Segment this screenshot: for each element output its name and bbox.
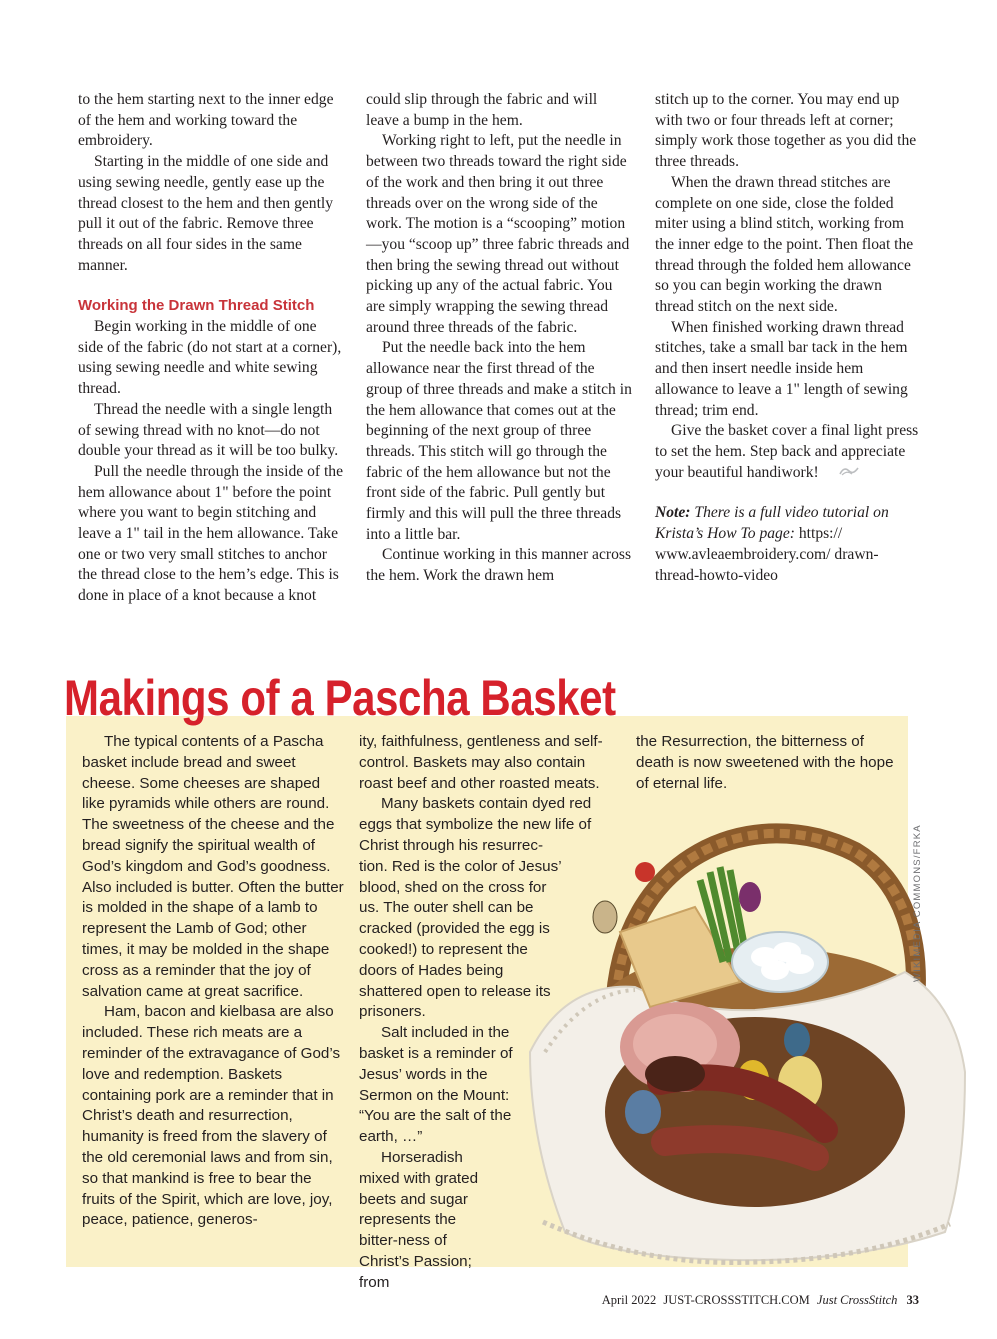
paragraph: Horseradish mixed with grated beets and sugar represents the bitter-ness of Christ’s Passion; from: [359, 1148, 479, 1291]
sidebar-title: Makings of a Pascha Basket: [64, 670, 616, 726]
paragraph: When finished working drawn thread stitches, take a small bar tack in the hem and then insert needle inside hem allowance to leave a 1" length of sewing thread; trim end.: [655, 318, 908, 419]
paragraph: Salt included in the basket is a reminder of Jesus’ words in the Sermon on the Mount: “You are the salt of the earth, …”: [359, 1024, 513, 1146]
issue-date: April 2022: [601, 1293, 657, 1307]
paragraph: Thread the needle with a single length of sewing thread with no knot—do not double your thread as it will be too bulky.: [78, 400, 339, 460]
website: JUST-CROSSSTITCH.COM: [663, 1293, 810, 1307]
publication-name: Just CrossStitch: [816, 1293, 898, 1307]
paragraph: Begin working in the middle of one side of the fabric (do not start at a corner), using sewing needle and white sewing thread.: [78, 318, 342, 398]
page-number: 33: [906, 1293, 919, 1307]
paragraph: Starting in the middle of one side and using sewing needle, gently ease up the thread closest to the hem and then gently pull it out of the fabric. Remove three threads on all four sides in the same manner.: [78, 153, 334, 274]
paragraph: Many baskets contain dyed red eggs that symbolize the new life of Christ through his resurrec-: [359, 795, 592, 854]
paragraph-continued: tion. Red is the color of Jesus’ blood, shed on the cross for us. The outer shell can be cracked (provided the egg is cooked!) to represent the doors of Hades being shattered open to release its prisoners.: [359, 857, 562, 1021]
page-footer: [602, 1293, 919, 1308]
paragraph: Continue working in this manner across the hem. Work the drawn hem: [366, 546, 632, 585]
sidebar-column-3: [636, 732, 898, 794]
note-text: There is a full video tutorial on Krista’s How To page:: [655, 504, 889, 543]
paragraph: the Resurrection, the bitterness of death is now sweetened with the hope of eternal life.: [636, 733, 894, 792]
paragraph: Put the needle back into the hem allowance near the first thread of the group of three threads and make a stitch in the hem allowance that comes out at the beginning of the next group of three threads. This stitch will go through the fabric of the hem allowance but not the front side of the fabric. Pull gently but firmly and this will pull the three threads into a little bar.: [366, 339, 632, 543]
section-subhead: Working the Drawn Thread Stitch: [78, 297, 315, 315]
paragraph: ity, faithfulness, gentleness and self-control. Baskets may also contain roast beef and other roasted meats.: [359, 733, 603, 792]
article-column-1: [78, 90, 344, 607]
paragraph: Working right to left, put the needle in between two threads toward the right side of the work and then bring it out three threads over on the wrong side of the work. The motion is a “scooping” motion—you “scoop up” three fabric threads and then bring the sewing thread out without picking up any of the actual fabric. You are simply wrapping the sewing thread around three threads of the fabric.: [366, 132, 630, 336]
tutorial-url[interactable]: https:// www.avleaembroidery.com/ drawn-thread-howto-video: [655, 525, 879, 584]
sidebar-column-1: [82, 732, 344, 1231]
paragraph: The typical contents of a Pascha basket include bread and sweet cheese. Some cheeses are shaped like pyramids while others are round. The sweetness of the cheese and the bread signify the spiritual wealth of God’s kingdom and God’s goodness. Also included is butter. Often the butter is molded in the shape of a lamb to represent the Lamb of God; other times, it may be molded in the shape cross as a reminder that the joy of salvation came at great sacrifice.: [82, 733, 344, 1000]
paragraph: Ham, bacon and kielbasa are also included. These rich meats are a reminder of the extravagance of God’s love and redemption. Baskets containing pork are a reminder that in Christ’s death and resurrection, humanity is freed from the slavery of the old ceremonial laws and from sin, so that mankind is free to bear the fruits of the Spirit, which are love, joy, peace, patience, generos-: [82, 1003, 341, 1229]
paragraph: stitch up to the corner. You may end up with two or four threads left at corner; simply work those together as you did the three threads.: [655, 91, 917, 171]
paragraph-text: Give the basket cover a final light press to set the hem. Step back and appreciate your beautiful handiwork!: [655, 422, 919, 481]
article-column-3: [655, 90, 921, 586]
paragraph: could slip through the fabric and will leave a bump in the hem.: [366, 91, 598, 129]
note-label: Note:: [655, 504, 691, 522]
end-of-article-icon: [822, 463, 860, 484]
paragraph: Pull the needle through the inside of the hem allowance about 1" before the point where you want to begin stitching and leave a 1" tail in the hem allowance. Take one or two very small stitches to anchor the thread close to the hem’s edge. This is done in place of a knot because a knot: [78, 462, 344, 605]
photo-credit: WIKIMEDIA COMMONS/FRKA: [912, 824, 923, 982]
pascha-basket-image: [525, 812, 970, 1267]
video-note: [655, 503, 921, 586]
paragraph-with-end-mark: [655, 421, 921, 483]
article-column-2: [366, 90, 632, 587]
paragraph: When the drawn thread stitches are complete on one side, close the folded miter using a blind stitch, working from the inner edge to the point. Then float the thread through the folded hem allowance so you can begin working the drawn thread stitch on the next side.: [655, 173, 914, 316]
paragraph: to the hem starting next to the inner edge of the hem and working toward the embroidery.: [78, 91, 334, 150]
